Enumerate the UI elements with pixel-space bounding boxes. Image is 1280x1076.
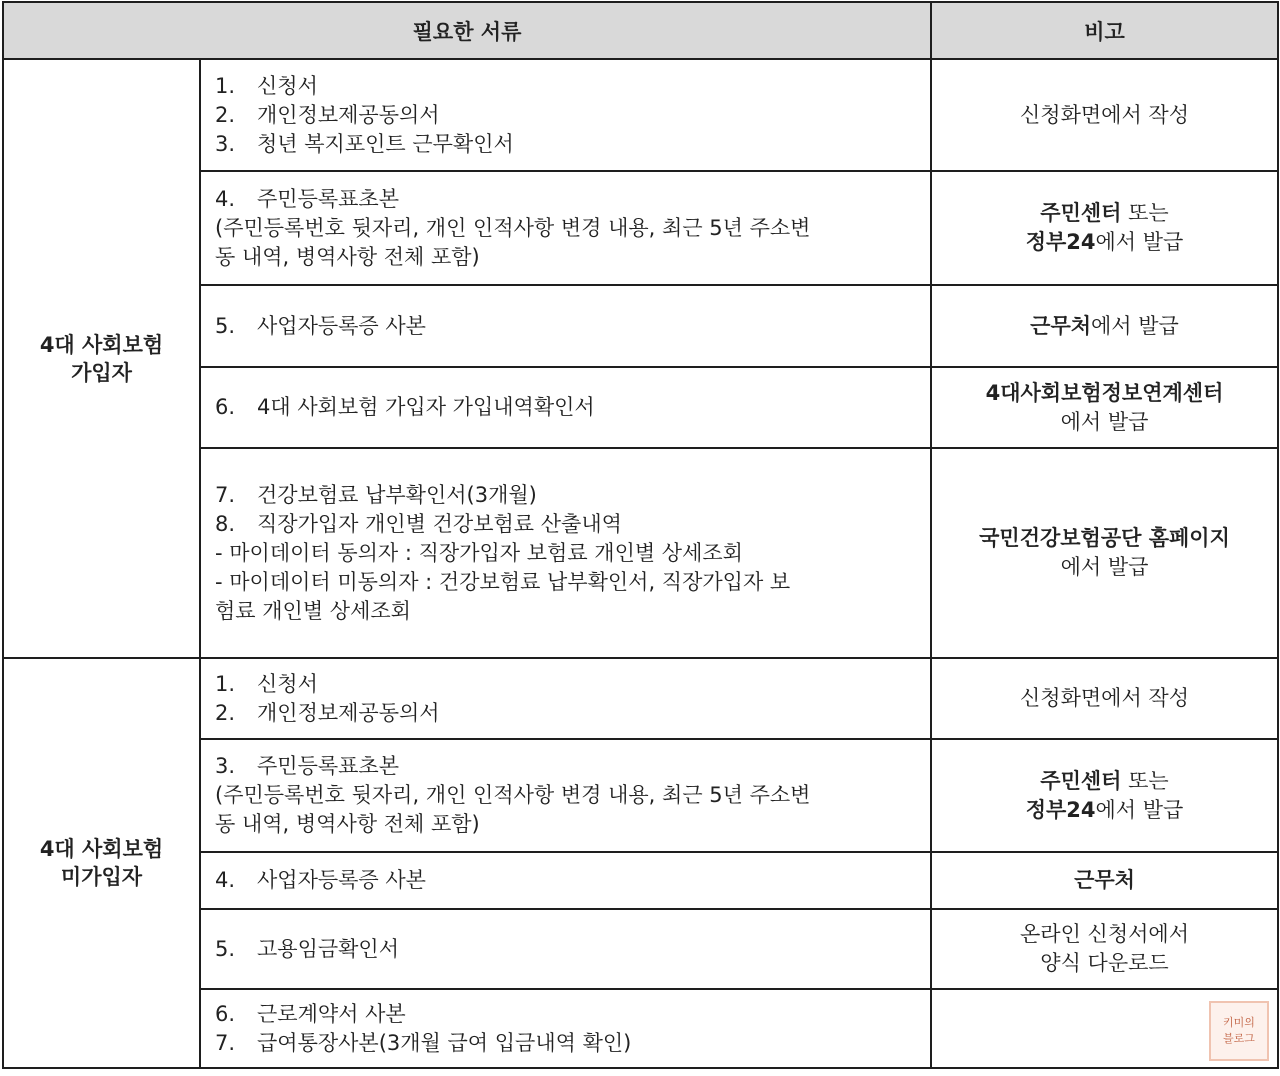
required-docs-cell [200,171,931,285]
category-label: 4대 사회보험 [39,332,164,357]
item-detail: (주민등록번호 뒷자리, 개인 인적사항 변경 내용, 최근 5년 주소변 [215,215,811,240]
note-text: 근무처 [1030,313,1092,338]
item-text: 직장가입자 개인별 건강보험료 산출내역 [257,511,622,536]
note-line [932,949,1277,978]
item-detail: 동 내역, 병역사항 전체 포함) [215,244,480,269]
category-cell [3,658,200,1068]
required-docs-cell [200,285,931,367]
list-item [215,312,916,341]
list-item [215,72,916,101]
note-text: 또는 [1121,201,1169,225]
item-text: 사업자등록증 사본 [257,313,426,338]
note-text: 주민센터 [1040,201,1122,225]
item-number: 4. [215,186,236,211]
item-text: 개인정보제공동의서 [257,700,440,725]
note-text: 주민센터 [1040,768,1122,793]
list-item [215,510,916,539]
note-line [932,796,1277,825]
header-row [3,2,1278,59]
item-text: 사업자등록증 사본 [257,868,426,892]
item-number: 3. [215,754,236,778]
note-text: 에서 발급 [1095,797,1184,822]
item-number: 5. [215,313,236,338]
note-line [932,524,1277,553]
item-text: 청년 복지포인트 근무확인서 [257,131,514,156]
note-text: 근무처 [1074,868,1135,892]
item-detail: 동 내역, 병역사항 전체 포함) [215,812,480,836]
item-text: 건강보험료 납부확인서(3개월) [257,482,537,507]
note-text: 에서 발급 [1060,555,1149,579]
list-item [215,1000,916,1029]
list-item [215,101,916,130]
item-detail: 험료 개인별 상세조회 [215,598,411,623]
item-number: 3. [215,131,236,156]
list-item [215,393,916,422]
note-line [932,767,1277,796]
item-number: 6. [215,1001,236,1026]
required-docs-cell [200,367,931,448]
note-line [932,312,1277,341]
item-detail: - 마이데이터 미동의자 : 건강보험료 납부확인서, 직장가입자 보 [215,569,791,594]
required-docs-cell [200,59,931,171]
note-text: 국민건강보험공단 홈페이지 [979,526,1230,550]
note-text: 또는 [1121,768,1169,793]
note-line [932,408,1277,437]
note-cell [931,852,1278,909]
item-number: 1. [215,671,236,696]
item-text: 급여통장사본(3개월 급여 입금내역 확인) [257,1030,632,1055]
note-text: 에서 발급 [1091,313,1179,338]
required-docs-cell [200,989,931,1068]
item-number: 7. [215,482,236,507]
item-text: 주민등록표초본 [257,186,400,211]
note-text: 양식 다운로드 [1040,951,1169,975]
header-note: 비고 [931,2,1278,59]
item-detail: (주민등록번호 뒷자리, 개인 인적사항 변경 내용, 최근 5년 주소변 [215,783,811,807]
note-cell [931,909,1278,989]
list-item [215,185,916,214]
list-item [215,481,916,510]
note-text: 4대사회보험정보연계센터 [985,380,1224,405]
note-line [932,199,1277,228]
category-label: 4대 사회보험 [39,837,164,861]
item-detail: - 마이데이터 동의자 : 직장가입자 보험료 개인별 상세조회 [215,540,743,565]
list-item [215,699,916,728]
list-item [215,1029,916,1058]
item-text: 근로계약서 사본 [257,1001,406,1026]
category-label: 미가입자 [60,865,143,889]
note-text: 신청화면에서 작성 [1020,686,1189,710]
required-docs-cell [200,448,931,658]
note-line [932,379,1277,408]
required-docs-cell [200,739,931,852]
item-text: 4대 사회보험 가입자 가입내역확인서 [257,395,595,419]
item-text: 신청서 [257,671,318,696]
list-item [215,130,916,159]
required-docs-cell [200,852,931,909]
list-item [215,670,916,699]
item-number: 2. [215,102,236,127]
item-number: 2. [215,700,236,725]
note-text: 에서 발급 [1060,409,1149,434]
item-text: 주민등록표초본 [257,754,400,778]
required-docs-cell [200,658,931,739]
note-text: 온라인 신청서에서 [1020,922,1189,946]
note-line [932,553,1277,582]
list-item [215,866,916,895]
note-cell [931,448,1278,658]
list-item [215,935,916,964]
item-text: 개인정보제공동의서 [257,102,440,127]
note-line [932,866,1277,895]
list-item [215,752,916,781]
note-cell [931,285,1278,367]
note-cell [931,171,1278,285]
note-text: 신청화면에서 작성 [1020,102,1189,127]
note-text: 정부24 [1025,230,1096,254]
note-cell [931,367,1278,448]
item-number: 5. [215,936,236,961]
table-row [3,59,1278,171]
category-label: 가입자 [71,360,132,385]
note-line [932,920,1277,949]
blog-watermark: 키미의 블로그 [1209,1001,1269,1061]
note-line [932,684,1277,713]
note-cell [931,59,1278,171]
header-docs: 필요한 서류 [3,2,931,59]
documents-table [2,1,1279,1069]
item-number: 8. [215,511,236,536]
note-line [932,228,1277,257]
note-cell [931,658,1278,739]
item-number: 4. [215,868,236,892]
item-number: 6. [215,395,236,419]
note-text: 에서 발급 [1095,230,1184,254]
note-cell [931,739,1278,852]
item-number: 7. [215,1030,236,1055]
note-text: 정부24 [1025,797,1096,822]
item-text: 고용임금확인서 [257,936,400,961]
item-number: 1. [215,73,236,98]
table-row [3,658,1278,739]
required-docs-cell [200,909,931,989]
category-cell [3,59,200,658]
item-text: 신청서 [257,73,318,98]
